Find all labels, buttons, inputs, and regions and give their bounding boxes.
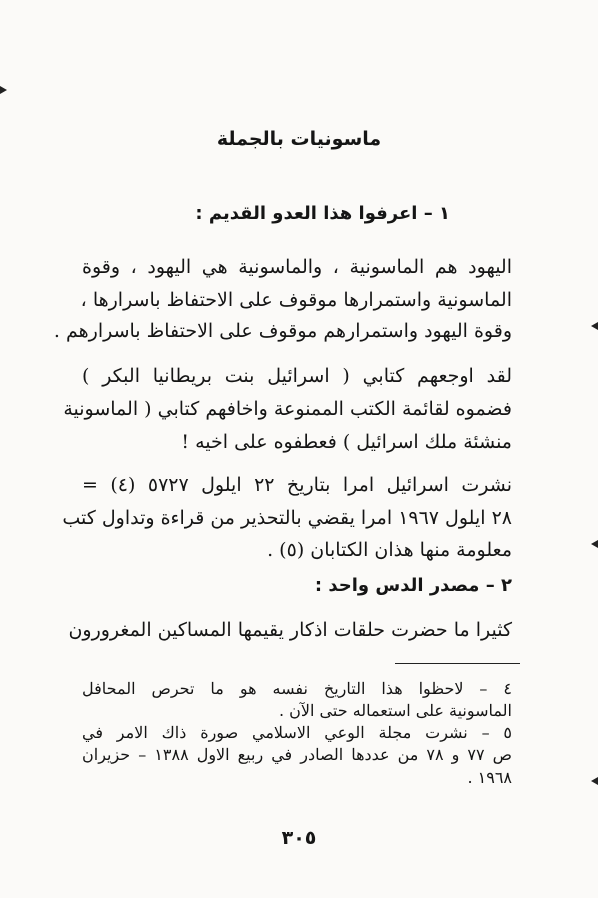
footnote-line: ٥ – نشرت مجلة الوعي الاسلامي صورة ذاك الامر في xyxy=(82,723,513,742)
page-edge-mark xyxy=(0,86,7,94)
footnote-line: ١٩٦٨ . xyxy=(467,768,512,787)
paragraph-line: كثيرا ما حضرت حلقات اذكار يقيمها المساكين المغرورون xyxy=(68,619,512,641)
paragraph-line: لقد اوجعهم كتابي ( اسرائيل بنت بريطانيا البكر ) xyxy=(82,365,512,387)
paragraph-line: منشئة ملك اسرائيل ) فعطفوه على اخيه ! xyxy=(181,431,512,453)
page-edge-mark xyxy=(591,540,598,548)
footnote-divider xyxy=(395,663,520,664)
paragraph-line: نشرت اسرائيل امرا بتاريخ ٢٢ ايلول ٥٧٢٧ (٤) = xyxy=(82,474,512,496)
page-edge-mark xyxy=(591,322,598,330)
paragraph-line: الماسونية واستمرارها موقوف على الاحتفاظ باسرارها ، xyxy=(80,289,512,311)
paragraph-line: فضموه لقائمة الكتب الممنوعة واخافهم كتابي ( الماسونية xyxy=(63,398,512,420)
footnote-line: الماسونية على استعماله حتى الآن . xyxy=(278,701,512,720)
paragraph-line: ٢٨ ايلول ١٩٦٧ امرا يقضي بالتحذير من قراءة وتداول كتب xyxy=(62,507,512,529)
footnote-line: ٤ – لاحظوا هذا التاريخ نفسه هو ما تحرص المحافل xyxy=(82,679,512,698)
paragraph-line: معلومة منها هذان الكتابان (٥) . xyxy=(267,539,512,561)
paragraph-line: وقوة اليهود واستمرارهم موقوف على الاحتفاظ باسرارهم . xyxy=(53,320,512,342)
page-number: ٣٠٥ xyxy=(281,827,317,849)
page-title: ماسونيات بالجملة xyxy=(216,128,382,150)
page-edge-mark xyxy=(591,777,598,785)
section-heading: ٢ – مصدر الدس واحد : xyxy=(314,575,512,596)
paragraph-line: اليهود هم الماسونية ، والماسونية هي اليهود ، وقوة xyxy=(82,256,512,278)
section-heading: ١ – اعرفوا هذا العدو القديم : xyxy=(195,203,450,224)
footnote-line: ص ٧٧ و ٧٨ من عددها الصادر في ربيع الاول ١٣٨٨ – حزيران xyxy=(82,745,512,764)
